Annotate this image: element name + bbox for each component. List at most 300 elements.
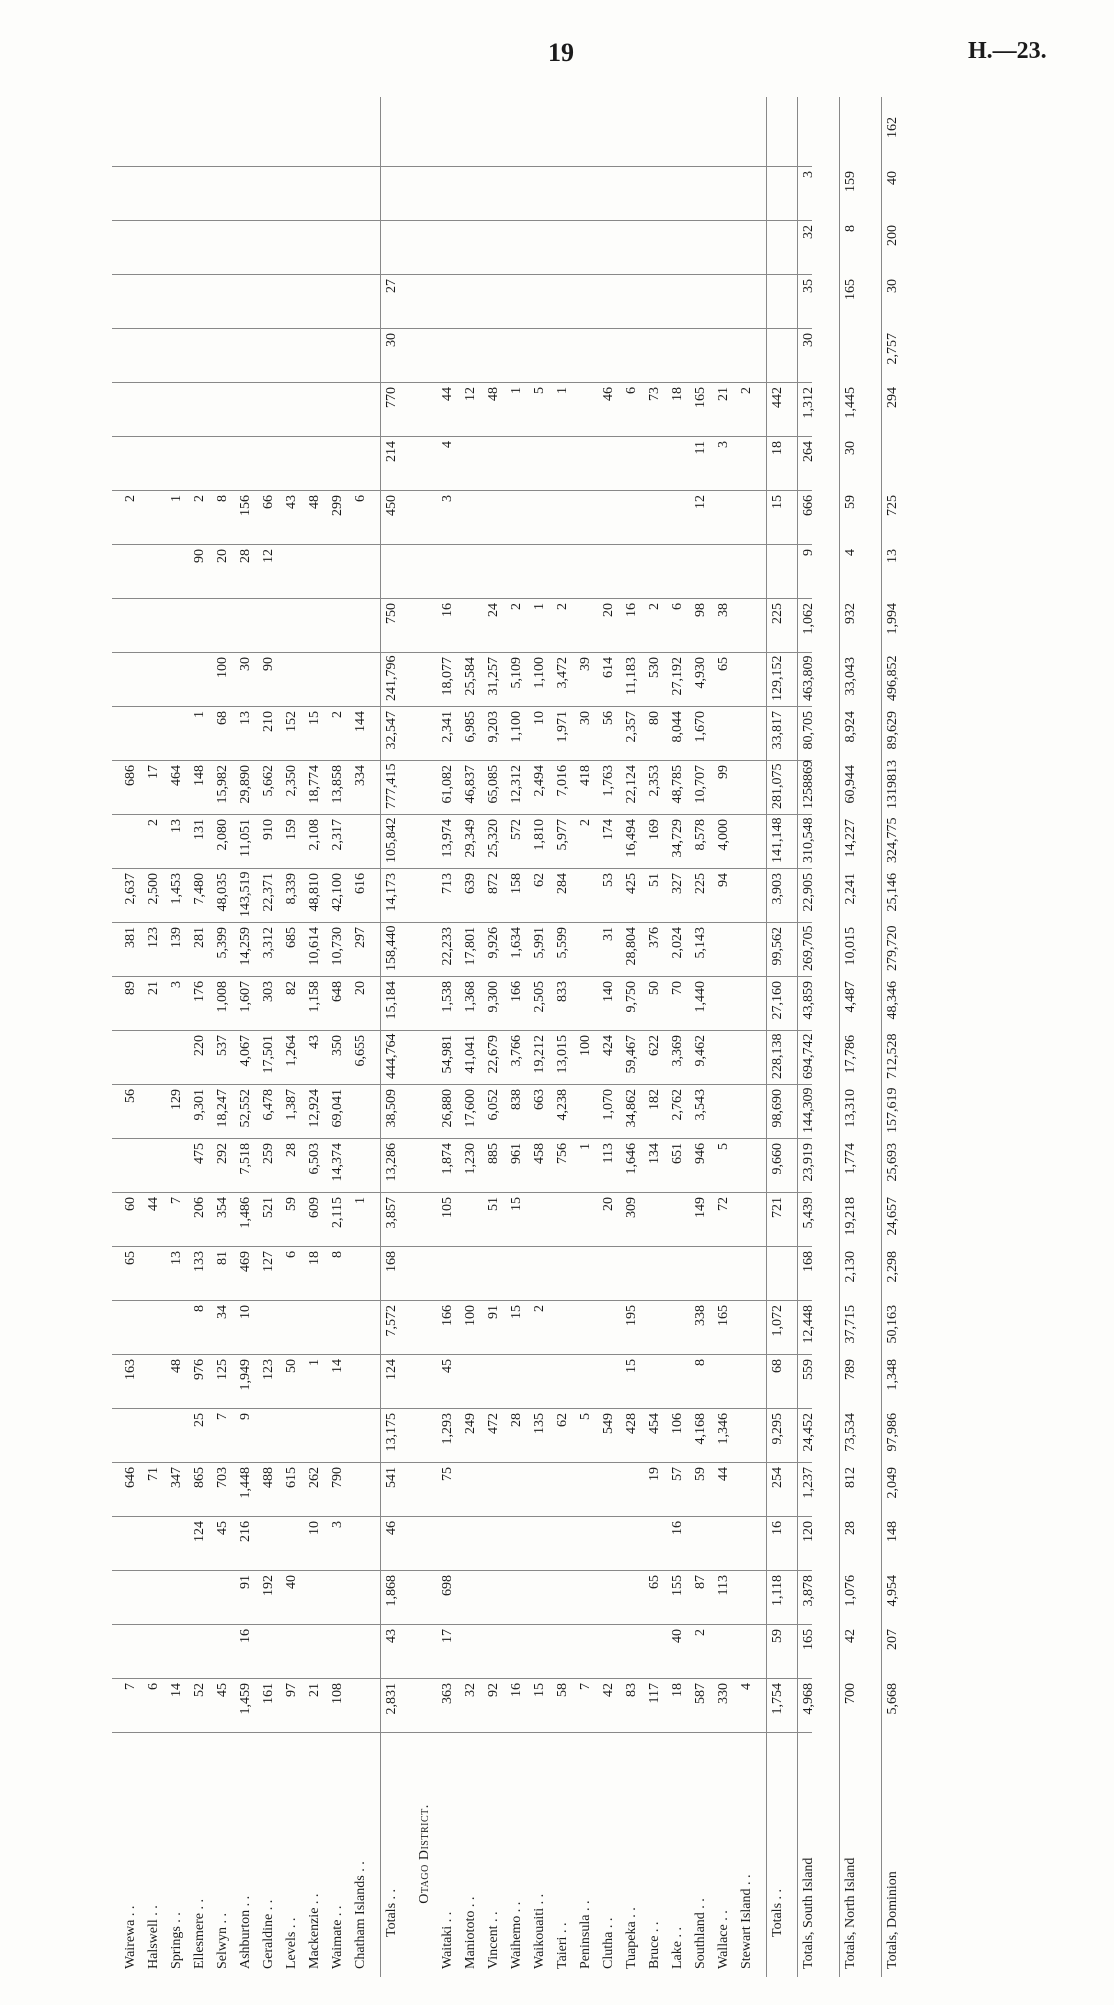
table-cell xyxy=(531,1629,549,1673)
table-cell: 2 xyxy=(123,495,138,502)
table-cell xyxy=(715,333,733,377)
table-cell: 254 xyxy=(770,1467,785,1488)
table-cell: 1 xyxy=(169,495,184,502)
table-cell xyxy=(306,657,324,701)
table-cell: 2 xyxy=(532,1305,547,1312)
table-cell: 5,599 xyxy=(555,927,570,959)
table-cell: 15 xyxy=(532,1683,547,1697)
table-cell: 1,810 xyxy=(532,819,547,851)
table-cell xyxy=(145,1143,163,1187)
table-cell: 1,994 xyxy=(885,603,900,635)
table-cell: 12 xyxy=(693,495,708,509)
table-cell: 39 xyxy=(578,657,593,671)
table-cell xyxy=(600,1575,618,1619)
table-cell: 70 xyxy=(670,981,685,995)
table-cell xyxy=(306,279,324,323)
table-cell xyxy=(462,1521,480,1565)
table-cell xyxy=(145,1413,163,1457)
table-cell xyxy=(283,387,301,431)
table-cell: 161 xyxy=(261,1683,276,1704)
table-cell xyxy=(329,1629,347,1673)
table-cell xyxy=(352,1305,370,1349)
table-cell xyxy=(738,711,756,755)
table-cell xyxy=(738,1197,756,1241)
table-cell xyxy=(692,333,710,377)
table-cell: 789 xyxy=(843,1359,858,1380)
table-cell xyxy=(738,873,756,917)
table-cell xyxy=(738,1575,756,1619)
table-cell: 324,775 xyxy=(885,817,900,863)
row-label: Southland . . xyxy=(693,1898,708,1969)
table-cell xyxy=(352,1683,370,1727)
table-cell xyxy=(508,1467,526,1511)
table-cell: 685 xyxy=(284,927,299,948)
table-cell: 2 xyxy=(578,819,593,826)
table-cell: 350 xyxy=(330,1035,345,1056)
row-rule xyxy=(380,97,381,1977)
table-cell xyxy=(531,279,549,323)
table-cell: 14,173 xyxy=(384,873,399,912)
table-cell: 14 xyxy=(169,1683,184,1697)
table-cell xyxy=(485,1629,503,1673)
table-cell: 4,168 xyxy=(693,1413,708,1445)
table-cell xyxy=(715,549,733,593)
table-cell: 10 xyxy=(532,711,547,725)
table-cell xyxy=(191,441,209,485)
table-cell: 5,662 xyxy=(261,765,276,797)
table-cell: 75 xyxy=(440,1467,455,1481)
table-cell xyxy=(237,441,255,485)
table-cell: 2 xyxy=(739,387,754,394)
row-label: Waimate . . xyxy=(330,1905,345,1969)
table-cell: 3 xyxy=(801,171,816,178)
table-cell: 14 xyxy=(330,1359,345,1373)
table-cell xyxy=(669,225,687,269)
table-cell xyxy=(531,549,549,593)
table-cell: 81 xyxy=(215,1251,230,1265)
table-cell: 2,049 xyxy=(885,1467,900,1499)
table-cell xyxy=(462,603,480,647)
table-cell xyxy=(168,549,186,593)
table-cell: 521 xyxy=(261,1197,276,1218)
table-cell: 123 xyxy=(146,927,161,948)
row-label: Totals, North Island xyxy=(843,1857,858,1969)
table-cell: 158 xyxy=(509,873,524,894)
table-cell: 14,374 xyxy=(330,1143,345,1182)
table-cell xyxy=(462,1629,480,1673)
statistics-table xyxy=(112,97,900,1977)
table-cell: 666 xyxy=(801,495,816,516)
table-cell xyxy=(168,1035,186,1079)
table-cell: 17,786 xyxy=(843,1035,858,1074)
table-cell xyxy=(623,441,641,485)
table-cell: 424 xyxy=(601,1035,616,1056)
table-cell xyxy=(260,441,278,485)
table-cell: 91 xyxy=(486,1305,501,1319)
table-cell: 1,448 xyxy=(238,1467,253,1499)
table-cell: 14,227 xyxy=(843,819,858,858)
table-cell: 1,368 xyxy=(463,981,478,1013)
table-cell: 25,693 xyxy=(885,1143,900,1182)
table-row xyxy=(554,97,572,1977)
table-cell: 4 xyxy=(440,441,455,448)
table-cell: 5,439 xyxy=(801,1197,816,1229)
table-cell: 777,415 xyxy=(384,763,399,809)
table-cell xyxy=(214,1629,232,1673)
table-cell xyxy=(715,495,733,539)
table-cell: 865 xyxy=(192,1467,207,1488)
table-cell: 59 xyxy=(284,1197,299,1211)
table-cell: 5,977 xyxy=(555,819,570,851)
table-cell: 910 xyxy=(261,819,276,840)
table-cell xyxy=(260,1305,278,1349)
table-cell: 496,852 xyxy=(885,655,900,701)
table-row xyxy=(168,97,186,1977)
row-label: Lake . . xyxy=(670,1927,685,1969)
table-cell: 11 xyxy=(693,441,708,455)
table-cell: 1,868 xyxy=(384,1575,399,1607)
table-cell xyxy=(168,1143,186,1187)
table-cell: 176 xyxy=(192,981,207,1002)
table-cell xyxy=(462,1251,480,1295)
table-cell xyxy=(122,279,140,323)
table-cell: 43 xyxy=(307,1035,322,1049)
table-cell: 12 xyxy=(261,549,276,563)
table-cell: 20 xyxy=(353,981,368,995)
table-cell: 615 xyxy=(284,1467,299,1488)
table-cell xyxy=(577,279,595,323)
row-label: Selwyn . . xyxy=(215,1913,230,1969)
table-row xyxy=(306,97,324,1977)
table-cell: 9,926 xyxy=(486,927,501,959)
table-cell xyxy=(485,1521,503,1565)
table-cell: 17,801 xyxy=(463,927,478,966)
table-cell: 7 xyxy=(123,1683,138,1690)
table-cell: 2,357 xyxy=(624,711,639,743)
table-row xyxy=(122,97,140,1977)
table-cell: 220 xyxy=(192,1035,207,1056)
table-cell: 1,118 xyxy=(770,1575,785,1606)
table-cell xyxy=(577,1197,595,1241)
table-cell xyxy=(283,1413,301,1457)
table-cell: 1,486 xyxy=(238,1197,253,1229)
table-cell: 16 xyxy=(238,1629,253,1643)
table-cell xyxy=(168,441,186,485)
table-cell xyxy=(122,1143,140,1187)
table-cell: 100 xyxy=(578,1035,593,1056)
row-label: Totals, Dominion xyxy=(885,1871,900,1969)
row-label: Stewart Island . . xyxy=(739,1874,754,1969)
table-cell: 156 xyxy=(238,495,253,516)
table-cell xyxy=(531,441,549,485)
table-cell: 6,985 xyxy=(463,711,478,743)
table-cell: 98 xyxy=(693,603,708,617)
table-cell xyxy=(554,1305,572,1349)
table-cell: 872 xyxy=(486,873,501,894)
table-cell xyxy=(577,1521,595,1565)
table-cell xyxy=(283,549,301,593)
table-cell xyxy=(577,1251,595,1295)
table-cell: 149 xyxy=(693,1197,708,1218)
table-row xyxy=(352,97,370,1977)
table-cell: 57 xyxy=(670,1467,685,1481)
table-cell: 1 xyxy=(532,603,547,610)
table-cell xyxy=(352,1413,370,1457)
table-cell xyxy=(306,1305,324,1349)
table-cell: 44 xyxy=(440,387,455,401)
table-cell: 3,857 xyxy=(384,1197,399,1229)
table-cell: 12 xyxy=(463,387,478,401)
table-cell: 26,880 xyxy=(440,1089,455,1128)
table-cell: 1,008 xyxy=(215,981,230,1013)
table-cell xyxy=(600,1305,618,1349)
table-cell: 27,160 xyxy=(770,981,785,1020)
table-cell: 30 xyxy=(885,279,900,293)
table-cell: 43 xyxy=(284,495,299,509)
table-cell: 3 xyxy=(440,495,455,502)
table-cell: 65,085 xyxy=(486,765,501,804)
table-cell: 92 xyxy=(486,1683,501,1697)
table-cell: 97,986 xyxy=(885,1413,900,1452)
table-cell: 1,230 xyxy=(463,1143,478,1175)
table-cell: 45 xyxy=(215,1683,230,1697)
table-cell: 338 xyxy=(693,1305,708,1326)
table-cell: 2 xyxy=(192,495,207,502)
table-cell xyxy=(260,279,278,323)
table-cell: 946 xyxy=(693,1143,708,1164)
table-cell xyxy=(577,441,595,485)
table-cell xyxy=(214,279,232,323)
row-label: Wairewa . . xyxy=(123,1905,138,1969)
table-cell: 56 xyxy=(601,711,616,725)
table-cell xyxy=(122,549,140,593)
table-cell: 32 xyxy=(463,1683,478,1697)
table-cell: 58 xyxy=(555,1683,570,1697)
table-cell: 3,878 xyxy=(801,1575,816,1607)
table-cell: 99,562 xyxy=(770,927,785,966)
table-cell: 6 xyxy=(670,603,685,610)
table-row xyxy=(214,97,232,1977)
table-cell xyxy=(531,333,549,377)
table-cell: 2,637 xyxy=(123,873,138,905)
table-cell: 303 xyxy=(261,981,276,1002)
table-cell xyxy=(191,657,209,701)
table-cell xyxy=(769,225,787,269)
table-cell: 549 xyxy=(601,1413,616,1434)
table-cell: 2,080 xyxy=(215,819,230,851)
table-cell: 42 xyxy=(601,1683,616,1697)
row-label: Maniototo . . xyxy=(463,1896,478,1969)
table-cell: 425 xyxy=(624,873,639,894)
table-cell xyxy=(646,333,664,377)
table-cell xyxy=(352,1089,370,1133)
table-cell xyxy=(738,657,756,701)
table-cell: 17 xyxy=(440,1629,455,1643)
table-cell: 1,070 xyxy=(601,1089,616,1121)
table-cell: 713 xyxy=(440,873,455,894)
table-cell: 686 xyxy=(123,765,138,786)
table-cell xyxy=(577,1359,595,1403)
table-cell xyxy=(577,981,595,1025)
table-cell: 10 xyxy=(307,1521,322,1535)
table-cell: 59 xyxy=(843,495,858,509)
table-cell: 6 xyxy=(284,1251,299,1258)
table-cell xyxy=(600,441,618,485)
table-cell xyxy=(329,603,347,647)
table-cell: 694,742 xyxy=(801,1033,816,1079)
table-cell: 127 xyxy=(261,1251,276,1272)
table-row xyxy=(283,97,301,1977)
table-cell: 207 xyxy=(885,1629,900,1650)
table-cell xyxy=(168,279,186,323)
table-cell: 1,293 xyxy=(440,1413,455,1445)
table-cell xyxy=(122,1413,140,1457)
table-cell xyxy=(122,1035,140,1079)
table-cell: 2 xyxy=(555,603,570,610)
table-cell xyxy=(738,927,756,971)
table-cell: 609 xyxy=(307,1197,322,1218)
table-cell: 16 xyxy=(624,603,639,617)
table-cell: 3,312 xyxy=(261,927,276,959)
table-cell: 15 xyxy=(509,1305,524,1319)
table-cell: 9,660 xyxy=(770,1143,785,1175)
table-cell xyxy=(646,1521,664,1565)
table-cell: 139 xyxy=(169,927,184,948)
table-cell xyxy=(715,225,733,269)
table-cell: 144,309 xyxy=(801,1087,816,1133)
table-cell: 4 xyxy=(843,549,858,556)
table-cell: 155 xyxy=(670,1575,685,1596)
table-cell xyxy=(715,981,733,1025)
table-cell: 100 xyxy=(215,657,230,678)
table-cell: 1258869 xyxy=(801,760,816,809)
table-cell: 41,041 xyxy=(463,1035,478,1074)
table-cell xyxy=(508,1251,526,1295)
table-cell: 442 xyxy=(770,387,785,408)
table-cell: 141,148 xyxy=(770,817,785,863)
table-cell: 5,668 xyxy=(885,1683,900,1715)
table-cell xyxy=(669,279,687,323)
table-cell: 22,905 xyxy=(801,873,816,912)
table-cell xyxy=(145,657,163,701)
table-cell: 17,600 xyxy=(463,1089,478,1128)
table-cell xyxy=(769,279,787,323)
table-cell xyxy=(738,1467,756,1511)
table-cell: 37,715 xyxy=(843,1305,858,1344)
table-cell: 50 xyxy=(284,1359,299,1373)
table-cell xyxy=(508,549,526,593)
table-cell: 20 xyxy=(215,549,230,563)
table-cell: 472 xyxy=(486,1413,501,1434)
table-cell: 28 xyxy=(238,549,253,563)
table-cell xyxy=(577,1089,595,1133)
table-cell: 80,705 xyxy=(801,711,816,750)
table-cell xyxy=(554,1575,572,1619)
table-cell: 34,729 xyxy=(670,819,685,858)
table-cell: 1 xyxy=(353,1197,368,1204)
table-cell xyxy=(646,1305,664,1349)
table-cell: 1,387 xyxy=(284,1089,299,1121)
table-cell: 2,317 xyxy=(330,819,345,851)
table-cell: 25,320 xyxy=(486,819,501,858)
table-cell: 168 xyxy=(384,1251,399,1272)
table-cell: 182 xyxy=(647,1089,662,1110)
table-cell: 756 xyxy=(555,1143,570,1164)
table-cell xyxy=(145,495,163,539)
table-cell: 5 xyxy=(716,1143,731,1150)
table-cell xyxy=(646,495,664,539)
table-cell: 120 xyxy=(801,1521,816,1542)
table-cell xyxy=(738,1521,756,1565)
table-cell: 1319813 xyxy=(885,760,900,809)
table-cell: 2,831 xyxy=(384,1683,399,1715)
table-cell: 13,858 xyxy=(330,765,345,804)
table-cell: 3,766 xyxy=(509,1035,524,1067)
table-cell: 1,237 xyxy=(801,1467,816,1499)
table-cell xyxy=(646,279,664,323)
table-row xyxy=(508,97,526,1977)
table-cell xyxy=(508,1629,526,1673)
table-cell: 125 xyxy=(215,1359,230,1380)
table-cell xyxy=(122,603,140,647)
table-cell: 2 xyxy=(693,1629,708,1636)
table-cell xyxy=(168,1413,186,1457)
table-cell xyxy=(122,657,140,701)
table-cell xyxy=(531,1359,549,1403)
table-cell: 48,035 xyxy=(215,873,230,912)
table-cell: 2,115 xyxy=(330,1197,345,1228)
table-cell: 5 xyxy=(578,1413,593,1420)
table-cell: 16 xyxy=(770,1521,785,1535)
table-cell: 15 xyxy=(770,495,785,509)
table-cell xyxy=(508,1521,526,1565)
table-row xyxy=(485,97,503,1977)
table-row xyxy=(531,97,549,1977)
table-cell: 4,000 xyxy=(716,819,731,851)
table-cell: 157,619 xyxy=(885,1087,900,1133)
table-cell: 8 xyxy=(843,225,858,232)
table-cell xyxy=(122,1521,140,1565)
table-cell: 6 xyxy=(146,1683,161,1690)
table-cell: 46 xyxy=(384,1521,399,1535)
table-cell: 469 xyxy=(238,1251,253,1272)
table-cell: 108 xyxy=(330,1683,345,1704)
table-cell: 19,212 xyxy=(532,1035,547,1074)
table-cell: 16 xyxy=(509,1683,524,1697)
table-cell xyxy=(669,495,687,539)
table-cell: 294 xyxy=(885,387,900,408)
table-cell xyxy=(439,333,457,377)
table-cell xyxy=(191,387,209,431)
table-cell xyxy=(168,1305,186,1349)
table-cell xyxy=(577,387,595,431)
table-cell: 210 xyxy=(261,711,276,732)
table-cell: 249 xyxy=(463,1413,478,1434)
table-cell xyxy=(738,441,756,485)
table-cell: 106 xyxy=(670,1413,685,1434)
table-cell xyxy=(283,657,301,701)
table-cell xyxy=(738,819,756,863)
table-cell: 69,041 xyxy=(330,1089,345,1128)
table-cell xyxy=(237,387,255,431)
table-cell: 8,924 xyxy=(843,711,858,743)
table-cell xyxy=(122,711,140,755)
table-cell: 1 xyxy=(192,711,207,718)
table-cell xyxy=(283,441,301,485)
table-cell: 65 xyxy=(716,657,731,671)
table-cell: 17 xyxy=(146,765,161,779)
table-cell: 98,690 xyxy=(770,1089,785,1128)
